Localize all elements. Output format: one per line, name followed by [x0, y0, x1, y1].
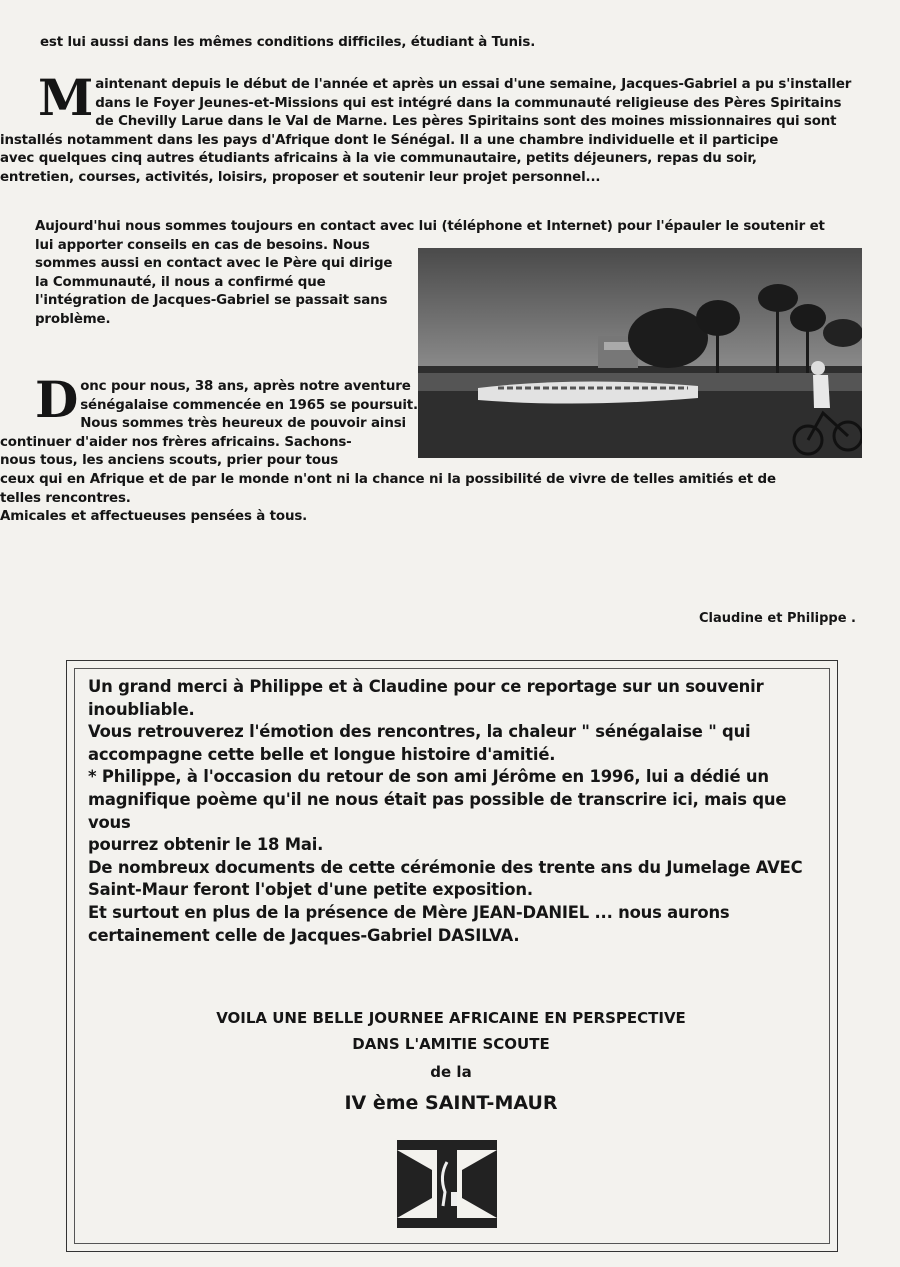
text-line: de Chevilly Larue dans le Val de Marne. Les pères Spiritains sont des moines missionnaires qui sont — [95, 114, 837, 130]
paragraph-conclusion — [0, 370, 860, 527]
text-line: avec quelques cinq autres étudiants africains à la vie communautaire, petits déjeuners, repas du soir, — [0, 151, 757, 167]
text-line: sénégalaise commencée en 1965 se poursuit. — [80, 397, 418, 413]
top-line: est lui aussi dans les mêmes conditions difficiles, étudiant à Tunis. — [40, 35, 536, 50]
box-line: pourrez obtenir le 18 Mai. — [88, 835, 324, 855]
text-line: dans le Foyer Jeunes-et-Missions qui est intégré dans la communauté religieuse des Pères Spiritains — [95, 95, 842, 111]
box-line: Et surtout en plus de la présence de Mère JEAN-DANIEL ... nous aurons — [88, 902, 730, 922]
dropcap-m: M — [38, 68, 94, 127]
text-line: continuer d'aider nos frères africains. Sachons- — [0, 434, 352, 450]
box-line: * Philippe, à l'occasion du retour de son ami Jérôme en 1996, lui a dédié un — [88, 767, 769, 787]
box-line: De nombreux documents de cette cérémonie des trente ans du Jumelage AVEC — [88, 857, 803, 877]
text-line: l'intégration de Jacques-Gabriel se passait sans — [35, 293, 388, 309]
text-line: nous tous, les anciens scouts, prier pour tous — [0, 453, 339, 469]
group-name: IV ème SAINT-MAUR — [344, 1092, 558, 1114]
closing-line-3: de la — [430, 1063, 472, 1081]
text-line: Amicales et affectueuses pensées à tous. — [0, 509, 308, 525]
text-line: Aujourd'hui nous sommes toujours en contact avec lui (téléphone et Internet) pour l'épauler le soutenir et — [35, 219, 825, 234]
box-line: accompagne cette belle et longue histoire d'amitié. — [88, 744, 556, 764]
text-line: ceux qui en Afrique et de par le monde n'ont ni la chance ni la possibilité de vivre de telles amitiés et de — [0, 471, 776, 487]
box-line: Vous retrouverez l'émotion des rencontres, la chaleur " sénégalaise " qui — [88, 722, 751, 742]
paragraph-installation — [0, 68, 858, 188]
text-line: onc pour nous, 38 ans, après notre aventure — [80, 379, 411, 394]
signature: Claudine et Philippe . — [699, 611, 856, 626]
text-line: la Communauté, il nous a confirmé que — [35, 274, 326, 290]
text-line: problème. — [35, 311, 111, 327]
box-line: Un grand merci à Philippe et à Claudine pour ce reportage sur un souvenir — [88, 677, 764, 696]
box-line: inoubliable. — [88, 699, 195, 719]
text-line: sommes aussi en contact avec le Père qui dirige — [35, 256, 393, 272]
box-line: certainement celle de Jacques-Gabriel DASILVA. — [88, 925, 520, 945]
box-line: Saint-Maur feront l'objet d'une petite exposition. — [88, 880, 533, 900]
text-line: aintenant depuis le début de l'année et après un essai d'une semaine, Jacques-Gabriel a pu s'installer — [95, 77, 852, 92]
text-line: Nous sommes très heureux de pouvoir ainsi — [80, 416, 406, 432]
closing-line-1: VOILA UNE BELLE JOURNEE AFRICAINE EN PERSPECTIVE — [216, 1009, 686, 1027]
box-line: magnifique poème qu'il ne nous était pas possible de transcrire ici, mais que vous — [88, 789, 787, 832]
closing-line-2: DANS L'AMITIE SCOUTE — [352, 1035, 550, 1053]
scout-cross-emblem-icon — [397, 1140, 497, 1228]
text-line: telles rencontres. — [0, 490, 131, 506]
text-line: lui apporter conseils en cas de besoins. Nous — [35, 237, 370, 253]
text-line: entretien, courses, activités, loisirs, proposer et soutenir leur projet personnel... — [0, 169, 601, 185]
dropcap-d: D — [35, 370, 79, 429]
thanks-box-text — [88, 676, 818, 947]
text-line: installés notamment dans les pays d'Afrique dont le Sénégal. Il a une chambre individuelle et il participe — [0, 132, 779, 148]
